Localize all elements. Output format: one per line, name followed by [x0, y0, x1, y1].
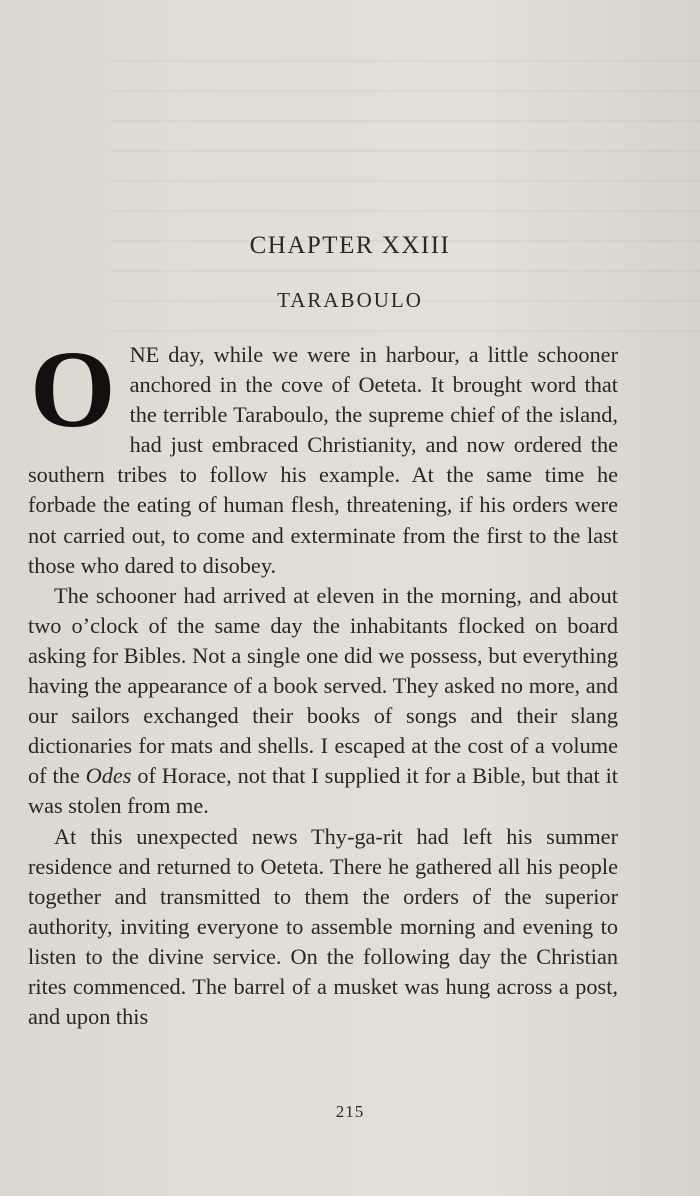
page-number: 215 — [335, 1102, 365, 1121]
paragraph-3 — [28, 822, 618, 1033]
chapter-title: TARABOULO — [277, 288, 423, 312]
paragraph-2-text-b: of Horace, not that I supplied it for a Bible, but that it was stolen from me. — [28, 763, 618, 819]
drop-cap: O — [30, 328, 116, 450]
italic-title: Odes — [85, 763, 132, 789]
paragraph-1 — [28, 328, 618, 581]
paragraph-2 — [28, 581, 618, 822]
paragraph-3-text: At this unexpected news Thy-ga-rit had left his summer residence and returned to Oeteta. There he gathered all his people together and transmitted to them the orders of the superior authority, inviting everyone to assemble morning and evening to listen to the divine service. On the following day the Christian rites commenced. The barrel of a musket was hung across a post, and upon this — [28, 823, 618, 1030]
body-text — [28, 328, 618, 1032]
paragraph-2-text-a: The schooner had arrived at eleven in the morning, and about two o’clock of the same day the inhabitants flocked on board asking for Bibles. Not a single one did we possess, but everything having the appearance of a book served. They asked no more, and our sailors exchanged their books of songs and their slang dictionaries for mats and shells. I escaped at the cost of a volume of the — [28, 582, 618, 789]
paragraph-1-text: NE day, while we were in harbour, a little schooner anchored in the cove of Oeteta. It brought word that the terrible Taraboulo, the supreme chief of the island, had just embraced Christianity, and now ordered the southern tribes to follow his example. At the same time he forbade the eating of human flesh, threatening, if his orders were not carried out, to come and exterminate from the first to the last those who dared to disobey. — [28, 342, 618, 578]
chapter-heading: CHAPTER XXIII — [249, 232, 451, 259]
